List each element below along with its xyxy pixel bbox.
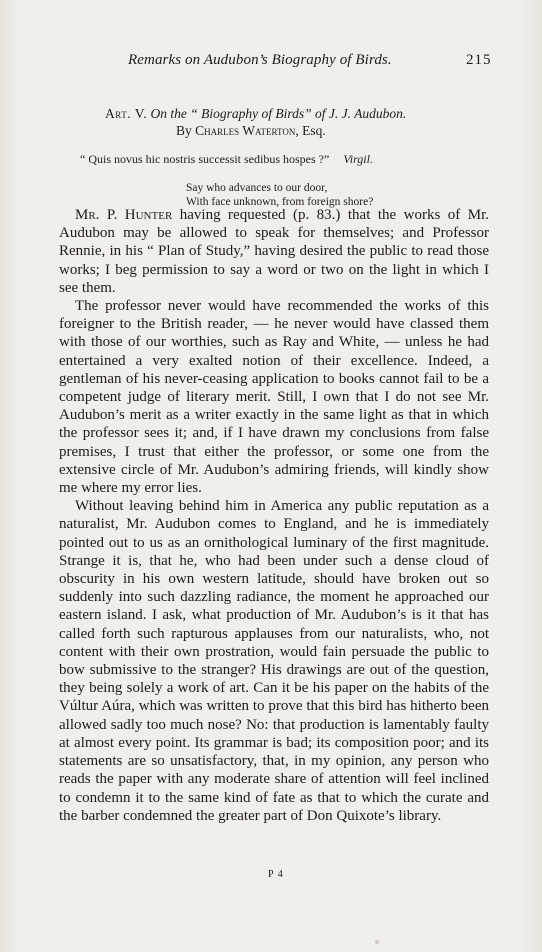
epigraph-translation bbox=[186, 181, 373, 209]
translation-line: With face unknown, from foreign shore? bbox=[186, 196, 374, 208]
page-number: 215 bbox=[466, 52, 492, 68]
paper-speck bbox=[375, 940, 379, 944]
article-title: On the “ Biography of Birds” of J. J. Audubon. bbox=[150, 106, 407, 121]
running-title: Remarks on Audubon’s Biography of Birds. bbox=[128, 52, 392, 68]
translation-line: Say who advances to our door, bbox=[186, 182, 328, 194]
author-name: Charles Waterton, bbox=[195, 123, 299, 138]
paragraph-text: The professor never would have recommended the works of this foreigner to the British reader, — he never would have classed them with those of our worthies, such as Ray and White, — unless he had entertained a very exalted notion of their excellence. Indeed, a gentleman of his never-ceasing application to books cannot fail to be a competent judge of literary merit. Still, I own that I do not see Mr. Audubon’s merit as a writer exactly in the same light as that in which the professor sees it; and, if I have drawn my conclusions from false premises, I trust that either the professor, or some one from the extensive circle of Mr. Audubon’s admiring friends, will kindly show me where my error lies. bbox=[59, 298, 489, 497]
epigraph bbox=[80, 152, 373, 167]
paragraph-lead: Mr. P. Hunter bbox=[75, 207, 173, 223]
author-suffix: Esq. bbox=[302, 123, 326, 138]
paragraph-text: Without leaving behind him in America any public reputation as a naturalist, Mr. Audubon comes to England, and he is immediately pointed out to us as an ornithological luminary of the first magnitude. Strange it is, that he, who had been under such a dense cloud of obscurity in his own western latitude, should have broken out so suddenly into such dazzling radiance, the moment he approached our eastern island. I ask, what production of Mr. Audubon’s is it that has called forth such rapturous applauses from our naturalists, who, not content with their own prostration, would fain persuade the public to bow submissive to the stranger? His drawings are out of the question, they being solely a work of art. Can it be his paper on the habits of the Vúltur Aúra, which was written to prove that this bird has hitherto been allowed sadly too much nose? No: that production is lamentably faulty at almost every point. Its grammar is bad; its composition poor; and its statements are so unsatisfactory, that, in my opinion, any person who reads the paper with any moderate share of attention will feel inclined to condemn it to the same kind of fate as that to which the curate and the barber condemned the greater part of Don Quixote’s library. bbox=[59, 498, 489, 824]
byline-prefix: By bbox=[176, 123, 192, 138]
body-text bbox=[59, 206, 489, 825]
signature-mark: P 4 bbox=[268, 869, 284, 880]
epigraph-quote: “ Quis novus hic nostris successit sedibus hospes ?” bbox=[80, 152, 330, 166]
running-head bbox=[0, 52, 542, 72]
article-title-line bbox=[105, 106, 406, 122]
paragraph bbox=[59, 497, 489, 825]
byline bbox=[176, 123, 326, 139]
paragraph bbox=[59, 297, 489, 497]
epigraph-source: Virgil. bbox=[343, 152, 373, 166]
article-label: Art. V. bbox=[105, 106, 148, 121]
paragraph bbox=[59, 206, 489, 297]
paragraph-text: having requested (p. 83.) that the works of Mr. Audubon may be allowed to speak for themselves; and Professor Rennie, in his “ Plan of Study,” having desired the public to read those works; I beg permission to say a word or two on the light in which I see them. bbox=[59, 207, 489, 296]
